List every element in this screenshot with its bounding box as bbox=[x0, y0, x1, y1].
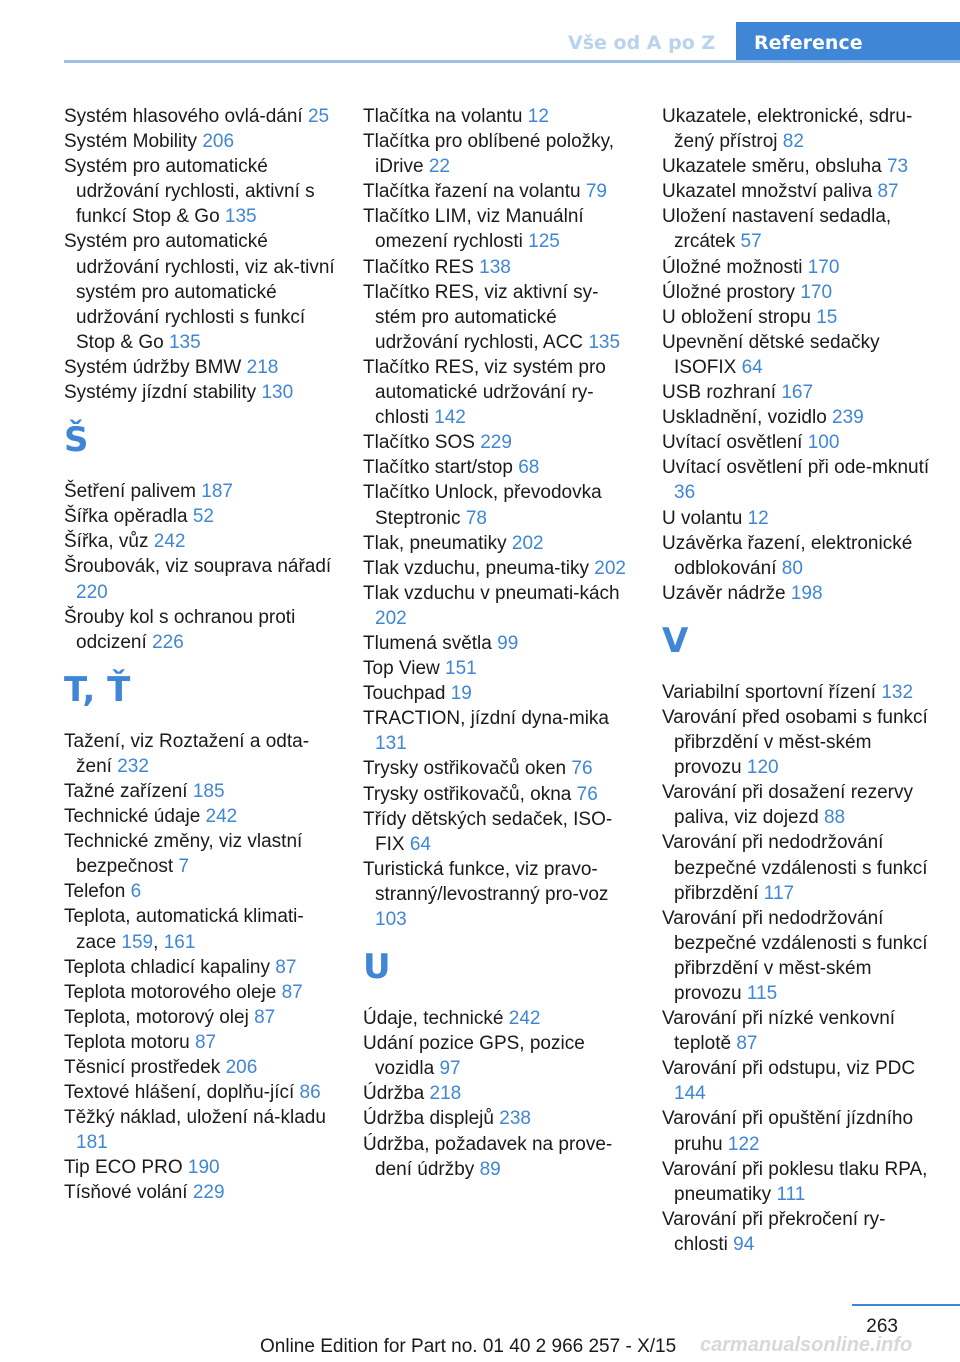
index-entry-term: Třídy dětských sedaček, ISO‐FIX bbox=[363, 808, 613, 855]
index-entry-term: Údržba bbox=[363, 1083, 425, 1105]
index-entry-term: Varování při nízké venkovní teplotě bbox=[662, 1008, 896, 1055]
page-reference-link[interactable]: 97 bbox=[439, 1058, 461, 1080]
index-entry-term: Variabilní sportovní řízení bbox=[662, 681, 877, 703]
index-entry bbox=[363, 581, 635, 631]
index-entry bbox=[64, 1080, 336, 1105]
page-reference-link[interactable]: 144 bbox=[674, 1083, 706, 1105]
index-letter-heading: T, Ť bbox=[64, 669, 131, 710]
page-reference-link[interactable]: 117 bbox=[763, 882, 795, 904]
page-reference-link[interactable]: 181 bbox=[76, 1132, 108, 1154]
page-reference-link[interactable]: 7 bbox=[178, 856, 190, 878]
index-entry bbox=[662, 906, 934, 1006]
page-reference-link[interactable]: 86 bbox=[299, 1082, 321, 1104]
index-entry-term: Těsnicí prostředek bbox=[64, 1057, 221, 1078]
index-entry bbox=[662, 330, 934, 380]
page-reference-link[interactable]: 232 bbox=[117, 755, 149, 777]
index-column-2 bbox=[363, 104, 635, 1182]
page-reference-link[interactable]: 238 bbox=[499, 1108, 531, 1130]
page-reference-link[interactable]: 161 bbox=[163, 931, 196, 953]
index-entry bbox=[662, 1157, 934, 1207]
index-entry bbox=[662, 780, 934, 830]
index-entry-term: Tlačítka řazení na volantu bbox=[363, 181, 581, 203]
index-entry bbox=[363, 656, 635, 681]
index-entry bbox=[662, 380, 934, 405]
index-entry-term: Uzávěr nádrže bbox=[662, 582, 786, 604]
index-entry bbox=[64, 779, 336, 804]
page-reference-link[interactable]: 218 bbox=[429, 1083, 462, 1105]
index-entry-term: Tlačítka na volantu bbox=[363, 106, 523, 127]
index-entry bbox=[363, 807, 635, 857]
index-entry bbox=[64, 1180, 336, 1205]
index-entry-term: USB rozhraní bbox=[662, 382, 777, 404]
index-entry bbox=[363, 531, 635, 556]
index-entry-term: Úložné možnosti bbox=[662, 256, 803, 278]
index-entry bbox=[662, 154, 934, 179]
index-entry-term: Údržba displejů bbox=[363, 1108, 494, 1130]
index-entry-term: Údržba, požadavek na prove‐dení údržby bbox=[363, 1133, 613, 1180]
page-reference-link[interactable]: 88 bbox=[823, 807, 846, 829]
page-reference-link[interactable]: 242 bbox=[205, 806, 238, 828]
index-entry-term: Textové hlášení, doplňu‐jící bbox=[64, 1082, 295, 1104]
page-reference-link[interactable]: 73 bbox=[886, 156, 909, 178]
index-entry bbox=[662, 531, 934, 581]
page-reference-link[interactable]: 202 bbox=[594, 557, 626, 579]
index-entry-term: Top View bbox=[363, 658, 440, 680]
page-reference-link[interactable]: 226 bbox=[152, 631, 184, 653]
page-reference-link[interactable]: 151 bbox=[445, 658, 477, 680]
page-reference-link[interactable]: 87 bbox=[254, 1006, 276, 1028]
page-reference-link[interactable]: 198 bbox=[790, 582, 823, 604]
page-reference-link[interactable]: 76 bbox=[571, 758, 593, 780]
index-entry-term: Tlak vzduchu v pneumati‐kách bbox=[363, 582, 620, 604]
index-entry-term: Ukazatele, elektronické, sdru‐žený přístroj bbox=[662, 106, 913, 153]
page-reference-link[interactable]: 103 bbox=[375, 909, 407, 930]
index-entry bbox=[363, 1132, 635, 1182]
index-entry-term: Tlačítko SOS bbox=[363, 432, 475, 454]
index-entry-term: U obložení stropu bbox=[662, 306, 811, 328]
index-entry-term: Tlačítko start/stop bbox=[363, 457, 513, 479]
page-reference-link[interactable]: 242 bbox=[153, 531, 186, 553]
page-reference-link[interactable]: 229 bbox=[480, 432, 512, 454]
index-entry-term: Varování při nedodržování bezpečné vzdálenosti s funkcí přibrzdění v měst‐ském provozu bbox=[662, 907, 928, 1004]
page-reference-link[interactable]: 170 bbox=[807, 256, 840, 278]
page-reference-link[interactable]: 100 bbox=[807, 432, 840, 454]
page-reference-link[interactable]: 64 bbox=[409, 833, 431, 855]
page-reference-link[interactable]: 94 bbox=[733, 1233, 755, 1255]
index-entry-term: Touchpad bbox=[363, 683, 446, 705]
index-entry bbox=[662, 506, 934, 531]
page-reference-link[interactable]: 6 bbox=[130, 881, 142, 903]
index-entry-term: Tažení, viz Roztažení a odta‐žení bbox=[64, 730, 310, 777]
index-entry-term: Telefon bbox=[64, 881, 126, 903]
index-entry-term: Systém Mobility bbox=[64, 131, 198, 153]
watermark: carmanualsonline.info bbox=[700, 1334, 913, 1356]
index-entry-term: Varování při opuštění jízdního pruhu bbox=[662, 1108, 914, 1155]
page-reference-link[interactable]: 122 bbox=[727, 1133, 760, 1155]
index-entry-term: Systém pro automatické udržování rychlosti, viz ak‐tivní systém pro automatické udržování rychlosti s funkcí Stop & Go bbox=[64, 231, 335, 353]
page-reference-link[interactable]: 131 bbox=[375, 733, 407, 755]
index-entry bbox=[64, 605, 336, 655]
index-entry bbox=[64, 129, 336, 154]
page-reference-link[interactable]: 187 bbox=[201, 481, 233, 503]
index-entry bbox=[64, 554, 336, 604]
index-entry bbox=[64, 1005, 336, 1030]
index-entry bbox=[363, 1031, 635, 1081]
page-reference-link[interactable]: 167 bbox=[781, 382, 814, 404]
page-reference-link[interactable]: 12 bbox=[527, 106, 549, 127]
index-entry-term: Varování při poklesu tlaku RPA, pneumatiky bbox=[662, 1158, 928, 1205]
index-entry-term: Údaje, technické bbox=[363, 1008, 504, 1030]
page-reference-link[interactable]: 76 bbox=[576, 783, 598, 805]
page-reference-link[interactable]: 125 bbox=[528, 231, 560, 253]
page-reference-link[interactable]: 142 bbox=[434, 407, 466, 429]
index-entry bbox=[662, 705, 934, 780]
index-entry-term: Upevnění dětské sedačky ISOFIX bbox=[662, 331, 880, 378]
page-reference-link[interactable]: 87 bbox=[736, 1033, 758, 1055]
index-entry bbox=[363, 280, 635, 355]
index-entry-term: Šrouby kol s ochranou proti odcizení bbox=[64, 606, 296, 653]
page-reference-link[interactable]: 99 bbox=[497, 632, 519, 654]
page-reference-link[interactable]: 185 bbox=[192, 780, 225, 802]
index-entry bbox=[64, 380, 336, 405]
index-entry-term: Těžký náklad, uložení ná‐kladu bbox=[64, 1107, 326, 1129]
index-entry bbox=[363, 631, 635, 656]
page-reference-link[interactable]: 159 bbox=[121, 931, 154, 953]
index-entry-term: Tísňové volání bbox=[64, 1182, 188, 1204]
index-entry-term: Tlačítka pro oblíbené položky, iDrive bbox=[363, 131, 615, 178]
page-reference-link[interactable]: 239 bbox=[832, 407, 864, 429]
index-entry bbox=[64, 154, 336, 229]
page-reference-link[interactable]: 115 bbox=[746, 983, 778, 1004]
index-entry-term: Teplota chladicí kapaliny bbox=[64, 956, 270, 978]
index-entry-term: Tlak, pneumatiky bbox=[363, 532, 507, 554]
index-entry-term: Tlačítko RES bbox=[363, 256, 474, 278]
edition-footer: Online Edition for Part no. 01 40 2 966 257 - X/15 bbox=[260, 1336, 677, 1357]
page-reference-link[interactable]: 190 bbox=[187, 1157, 220, 1179]
header-rule bbox=[64, 60, 960, 63]
index-entry-term: Tip ECO PRO bbox=[64, 1157, 183, 1179]
index-entry-term: Teplota motorového oleje bbox=[64, 981, 277, 1003]
page-reference-link[interactable]: 89 bbox=[479, 1158, 501, 1180]
index-entry bbox=[662, 455, 934, 505]
page-reference-link[interactable]: 202 bbox=[375, 607, 407, 629]
index-entry-term: Tlačítko RES, viz systém pro automatické udržování ry‐chlosti bbox=[363, 356, 606, 429]
page-reference-link[interactable]: 87 bbox=[877, 181, 899, 203]
page-reference-link[interactable]: 68 bbox=[518, 457, 540, 479]
index-entry bbox=[662, 430, 934, 455]
page-reference-link[interactable]: 206 bbox=[225, 1057, 258, 1078]
index-entry bbox=[363, 179, 635, 204]
page-reference-link[interactable]: 80 bbox=[781, 557, 803, 579]
page-reference-link[interactable]: 52 bbox=[192, 506, 214, 528]
page-reference-link[interactable]: 15 bbox=[816, 306, 838, 328]
page-reference-link[interactable]: 206 bbox=[202, 131, 235, 153]
index-entry bbox=[363, 455, 635, 480]
section-tab[interactable]: Vše od A po Z bbox=[568, 32, 716, 54]
page-reference-link[interactable]: 229 bbox=[192, 1182, 225, 1204]
index-entry-term: Šířka, vůz bbox=[64, 531, 149, 553]
index-entry bbox=[363, 1081, 635, 1106]
page-header bbox=[0, 0, 960, 64]
index-entry bbox=[64, 504, 336, 529]
page-reference-link[interactable]: 87 bbox=[281, 981, 303, 1003]
index-entry-term: Varování při odstupu, viz PDC bbox=[662, 1058, 916, 1080]
index-entry bbox=[662, 830, 934, 905]
page-reference-link[interactable]: 135 bbox=[224, 206, 257, 228]
index-entry-term: Úložné prostory bbox=[662, 281, 796, 303]
index-entry-term: Systém pro automatické udržování rychlosti, aktivní s funkcí Stop & Go bbox=[64, 156, 315, 228]
index-entry bbox=[64, 1055, 336, 1080]
index-entry-term: Tlačítko Unlock, převodovka Steptronic bbox=[363, 482, 602, 529]
index-entry bbox=[363, 756, 635, 781]
index-entry-term: Uvítací osvětlení při ode‐mknutí bbox=[662, 457, 930, 479]
index-entry bbox=[662, 1106, 934, 1156]
index-entry bbox=[64, 1105, 336, 1155]
index-entry bbox=[662, 255, 934, 280]
page-reference-link[interactable]: 120 bbox=[746, 757, 779, 779]
index-entry bbox=[64, 879, 336, 904]
footer-rule bbox=[852, 1304, 960, 1306]
index-entry-term: Systémy jízdní stability bbox=[64, 382, 257, 404]
index-entry bbox=[662, 305, 934, 330]
index-entry bbox=[662, 179, 934, 204]
index-entry bbox=[662, 1006, 934, 1056]
page-reference-link[interactable]: 132 bbox=[881, 681, 914, 703]
index-entry bbox=[363, 556, 635, 581]
page-reference-link[interactable]: 36 bbox=[674, 482, 696, 504]
page-reference-link[interactable]: 218 bbox=[246, 356, 279, 378]
index-entry-term: Šroubovák, viz souprava nářadí bbox=[64, 556, 332, 578]
index-entry bbox=[363, 1006, 635, 1031]
index-entry bbox=[662, 581, 934, 606]
index-entry bbox=[662, 1207, 934, 1257]
index-entry-term: Tlačítko RES, viz aktivní sy‐stém pro automatické udržování rychlosti, ACC bbox=[363, 281, 599, 353]
index-entry bbox=[64, 804, 336, 829]
index-entry-term: Turistická funkce, viz pravo‐stranný/levostranný pro‐voz bbox=[363, 858, 609, 905]
index-entry-term: Teplota motoru bbox=[64, 1031, 190, 1053]
index-entry-term: Uložení nastavení sedadla, zrcátek bbox=[662, 206, 892, 253]
index-entry bbox=[363, 857, 635, 932]
index-entry-term: Systém údržby BMW bbox=[64, 356, 242, 378]
index-entry bbox=[363, 355, 635, 430]
index-entry-term: Technické změny, viz vlastní bezpečnost bbox=[64, 831, 303, 878]
index-entry bbox=[64, 1030, 336, 1055]
index-entry bbox=[64, 1155, 336, 1180]
index-entry-term: TRACTION, jízdní dyna‐mika bbox=[363, 708, 609, 730]
page-reference-link[interactable]: 22 bbox=[428, 156, 450, 178]
index-entry bbox=[662, 104, 934, 154]
page-reference-link[interactable]: 138 bbox=[479, 256, 511, 278]
index-entry-term: Uvítací osvětlení bbox=[662, 432, 803, 454]
page-reference-link[interactable]: 19 bbox=[450, 683, 472, 705]
index-entry bbox=[64, 729, 336, 779]
index-entry-term: Varování před osobami s funkcí přibrzdění v měst‐ském provozu bbox=[662, 706, 928, 779]
index-entry-term: Varování při překročení ry‐chlosti bbox=[662, 1208, 886, 1255]
index-entry-term: Technické údaje bbox=[64, 806, 201, 828]
index-entry bbox=[363, 1106, 635, 1131]
page-reference-link[interactable]: 87 bbox=[194, 1031, 217, 1053]
index-entry-term: Udání pozice GPS, pozice vozidla bbox=[363, 1033, 585, 1080]
index-entry-term: Teplota, automatická klimati‐zace bbox=[64, 906, 304, 953]
index-entry bbox=[363, 430, 635, 455]
page-reference-link[interactable]: 82 bbox=[782, 131, 804, 153]
index-entry bbox=[363, 706, 635, 756]
index-entry bbox=[363, 782, 635, 807]
index-entry-term: Ukazatel množství paliva bbox=[662, 181, 873, 203]
index-entry bbox=[64, 229, 336, 354]
page-reference-link[interactable]: 242 bbox=[508, 1008, 541, 1030]
index-letter-heading: Š bbox=[64, 420, 89, 461]
page-reference-link[interactable]: 64 bbox=[741, 356, 763, 378]
index-entry bbox=[363, 255, 635, 280]
index-entry bbox=[64, 980, 336, 1005]
index-entry-term: Varování při dosažení rezervy paliva, viz dojezd bbox=[662, 782, 913, 829]
page-number: 263 bbox=[866, 1316, 898, 1337]
index-entry bbox=[662, 204, 934, 254]
page-reference-link[interactable]: 220 bbox=[76, 581, 108, 603]
index-entry bbox=[662, 680, 934, 705]
page-reference-link[interactable]: 87 bbox=[275, 956, 297, 978]
index-entry-term: Tlak vzduchu, pneuma‐tiky bbox=[363, 557, 589, 579]
index-entry-term: Varování při nedodržování bezpečné vzdálenosti s funkcí přibrzdění bbox=[662, 832, 928, 904]
index-entry-term: Ukazatele směru, obsluha bbox=[662, 156, 882, 178]
active-tab-reference[interactable]: Reference bbox=[736, 22, 960, 60]
page-reference-link[interactable]: 135 bbox=[168, 331, 201, 353]
index-entry-term: Tlačítko LIM, viz Manuální omezení rychlosti bbox=[363, 206, 584, 253]
index-entry-term: Tažné zařízení bbox=[64, 780, 188, 802]
index-entry bbox=[363, 204, 635, 254]
index-entry bbox=[363, 129, 635, 179]
index-entry-term: Uskladnění, vozidlo bbox=[662, 407, 827, 429]
page-reference-link[interactable]: 57 bbox=[740, 231, 762, 253]
index-entry-term: Teplota, motorový olej bbox=[64, 1006, 249, 1028]
index-entry bbox=[64, 955, 336, 980]
index-entry bbox=[662, 280, 934, 305]
page-reference-link[interactable]: 170 bbox=[800, 281, 833, 303]
index-entry bbox=[363, 681, 635, 706]
index-column-3 bbox=[662, 104, 934, 1257]
page-reference-link[interactable]: 202 bbox=[511, 532, 544, 554]
index-entry: Teplota, automatická klimati‐zace 159, 161 bbox=[64, 906, 304, 953]
page-reference-link[interactable]: 135 bbox=[588, 331, 621, 353]
page-reference-link[interactable]: 130 bbox=[261, 382, 294, 404]
index-entry bbox=[363, 104, 635, 129]
index-entry bbox=[363, 480, 635, 530]
index-letter-heading: U bbox=[363, 947, 391, 988]
page-reference-link[interactable]: 25 bbox=[307, 106, 330, 127]
index-entry bbox=[64, 479, 336, 504]
index-column-1 bbox=[64, 104, 336, 1206]
index-entry-term: Šetření palivem bbox=[64, 481, 197, 503]
index-entry-term: Trysky ostřikovačů oken bbox=[363, 758, 567, 780]
index-entry-term: Šířka opěradla bbox=[64, 506, 188, 528]
index-entry-term: Trysky ostřikovačů, okna bbox=[363, 783, 572, 805]
index-entry bbox=[64, 829, 336, 879]
index-entry-term: Uzávěrka řazení, elektronické odblokování bbox=[662, 532, 913, 579]
page-reference-link[interactable]: 12 bbox=[747, 507, 769, 529]
index-entry bbox=[64, 355, 336, 380]
index-entry bbox=[64, 104, 336, 129]
index-entry-term: Systém hlasového ovlá‐dání bbox=[64, 106, 303, 127]
index-entry bbox=[64, 529, 336, 554]
index-entry bbox=[662, 405, 934, 430]
index-letter-heading: V bbox=[662, 620, 689, 661]
index-entry-term: U volantu bbox=[662, 507, 743, 529]
page-reference-link[interactable]: 111 bbox=[776, 1183, 806, 1205]
page-reference-link[interactable]: 78 bbox=[465, 507, 487, 529]
index-entry bbox=[662, 1056, 934, 1106]
index-entry-term: Tlumená světla bbox=[363, 632, 492, 654]
page-reference-link[interactable]: 79 bbox=[585, 181, 607, 203]
